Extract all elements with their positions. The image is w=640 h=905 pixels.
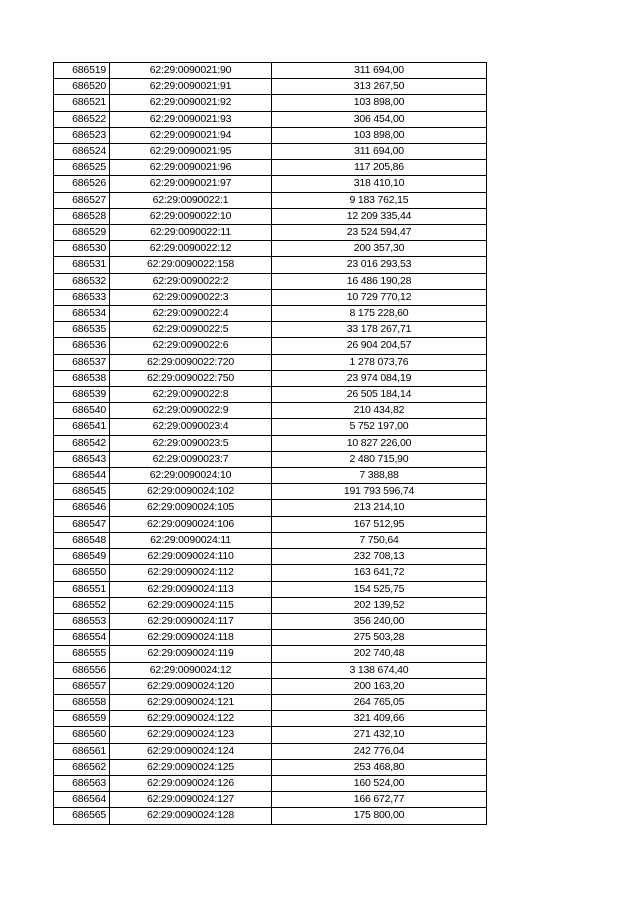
cadastral-value-cell: 23 524 594,47 — [272, 225, 487, 241]
row-id-cell: 686546 — [54, 500, 110, 516]
row-id-cell: 686548 — [54, 532, 110, 548]
cadastral-value-cell: 16 486 190,28 — [272, 273, 487, 289]
cadastral-value-cell: 9 183 762,15 — [272, 192, 487, 208]
cadastral-number-cell: 62:29:0090022:3 — [110, 289, 272, 305]
row-id-cell: 686521 — [54, 95, 110, 111]
row-id-cell: 686539 — [54, 387, 110, 403]
cadastral-number-cell: 62:29:0090023:5 — [110, 435, 272, 451]
table-row — [54, 549, 487, 565]
cadastral-value-cell: 166 672,77 — [272, 792, 487, 808]
table-row — [54, 144, 487, 160]
table-row — [54, 565, 487, 581]
cadastral-value-cell: 213 214,10 — [272, 500, 487, 516]
table-row — [54, 759, 487, 775]
row-id-cell: 686537 — [54, 354, 110, 370]
cadastral-number-cell: 62:29:0090024:105 — [110, 500, 272, 516]
cadastral-number-cell: 62:29:0090022:12 — [110, 241, 272, 257]
cadastral-number-cell: 62:29:0090024:106 — [110, 516, 272, 532]
cadastral-value-cell: 7 388,88 — [272, 468, 487, 484]
cadastral-value-cell: 160 524,00 — [272, 775, 487, 791]
table-row — [54, 225, 487, 241]
cadastral-number-cell: 62:29:0090022:10 — [110, 208, 272, 224]
table-row — [54, 127, 487, 143]
cadastral-value-cell: 7 750,64 — [272, 532, 487, 548]
cadastral-value-cell: 154 525,75 — [272, 581, 487, 597]
row-id-cell: 686529 — [54, 225, 110, 241]
row-id-cell: 686553 — [54, 613, 110, 629]
table-row — [54, 581, 487, 597]
row-id-cell: 686533 — [54, 289, 110, 305]
cadastral-number-cell: 62:29:0090024:10 — [110, 468, 272, 484]
cadastral-value-cell: 242 776,04 — [272, 743, 487, 759]
cadastral-value-cell: 271 432,10 — [272, 727, 487, 743]
table-row — [54, 711, 487, 727]
table-row — [54, 792, 487, 808]
table-row — [54, 257, 487, 273]
table-row — [54, 694, 487, 710]
cadastral-number-cell: 62:29:0090022:5 — [110, 322, 272, 338]
cadastral-value-cell: 103 898,00 — [272, 95, 487, 111]
row-id-cell: 686558 — [54, 694, 110, 710]
row-id-cell: 686520 — [54, 79, 110, 95]
row-id-cell: 686528 — [54, 208, 110, 224]
cadastral-number-cell: 62:29:0090022:11 — [110, 225, 272, 241]
row-id-cell: 686560 — [54, 727, 110, 743]
table-row — [54, 808, 487, 824]
cadastral-number-cell: 62:29:0090021:91 — [110, 79, 272, 95]
row-id-cell: 686564 — [54, 792, 110, 808]
cadastral-value-cell: 356 240,00 — [272, 613, 487, 629]
row-id-cell: 686543 — [54, 451, 110, 467]
cadastral-number-cell: 62:29:0090024:127 — [110, 792, 272, 808]
cadastral-value-cell: 191 793 596,74 — [272, 484, 487, 500]
cadastral-value-cell: 253 468,80 — [272, 759, 487, 775]
cadastral-value-cell: 103 898,00 — [272, 127, 487, 143]
cadastral-value-cell: 232 708,13 — [272, 549, 487, 565]
row-id-cell: 686519 — [54, 63, 110, 79]
cadastral-number-cell: 62:29:0090024:125 — [110, 759, 272, 775]
table-row — [54, 387, 487, 403]
row-id-cell: 686527 — [54, 192, 110, 208]
table-row — [54, 532, 487, 548]
row-id-cell: 686549 — [54, 549, 110, 565]
row-id-cell: 686526 — [54, 176, 110, 192]
cadastral-value-cell: 26 505 184,14 — [272, 387, 487, 403]
table-body — [54, 63, 487, 825]
cadastral-value-cell: 311 694,00 — [272, 63, 487, 79]
cadastral-number-cell: 62:29:0090022:2 — [110, 273, 272, 289]
row-id-cell: 686562 — [54, 759, 110, 775]
cadastral-value-cell: 311 694,00 — [272, 144, 487, 160]
cadastral-value-cell: 23 974 084,19 — [272, 370, 487, 386]
table-row — [54, 646, 487, 662]
cadastral-number-cell: 62:29:0090024:12 — [110, 662, 272, 678]
cadastral-number-cell: 62:29:0090022:720 — [110, 354, 272, 370]
cadastral-value-cell: 264 765,05 — [272, 694, 487, 710]
cadastral-value-cell: 33 178 267,71 — [272, 322, 487, 338]
table-row — [54, 306, 487, 322]
cadastral-number-cell: 62:29:0090024:128 — [110, 808, 272, 824]
cadastral-value-cell: 202 139,52 — [272, 597, 487, 613]
cadastral-value-table — [53, 62, 487, 825]
table-row — [54, 678, 487, 694]
cadastral-value-cell: 23 016 293,53 — [272, 257, 487, 273]
row-id-cell: 686554 — [54, 630, 110, 646]
table-row — [54, 451, 487, 467]
cadastral-value-cell: 200 357,30 — [272, 241, 487, 257]
table-row — [54, 435, 487, 451]
table-row — [54, 208, 487, 224]
cadastral-number-cell: 62:29:0090021:90 — [110, 63, 272, 79]
cadastral-number-cell: 62:29:0090024:121 — [110, 694, 272, 710]
table-row — [54, 743, 487, 759]
table-row — [54, 597, 487, 613]
row-id-cell: 686538 — [54, 370, 110, 386]
cadastral-value-cell: 275 503,28 — [272, 630, 487, 646]
row-id-cell: 686550 — [54, 565, 110, 581]
cadastral-value-cell: 163 641,72 — [272, 565, 487, 581]
row-id-cell: 686523 — [54, 127, 110, 143]
row-id-cell: 686547 — [54, 516, 110, 532]
cadastral-value-cell: 306 454,00 — [272, 111, 487, 127]
cadastral-number-cell: 62:29:0090022:158 — [110, 257, 272, 273]
table-row — [54, 79, 487, 95]
table-row — [54, 176, 487, 192]
row-id-cell: 686532 — [54, 273, 110, 289]
cadastral-number-cell: 62:29:0090024:112 — [110, 565, 272, 581]
row-id-cell: 686525 — [54, 160, 110, 176]
cadastral-number-cell: 62:29:0090024:117 — [110, 613, 272, 629]
cadastral-number-cell: 62:29:0090021:94 — [110, 127, 272, 143]
cadastral-number-cell: 62:29:0090024:115 — [110, 597, 272, 613]
cadastral-number-cell: 62:29:0090024:110 — [110, 549, 272, 565]
table-row — [54, 354, 487, 370]
table-row — [54, 370, 487, 386]
cadastral-number-cell: 62:29:0090023:7 — [110, 451, 272, 467]
row-id-cell: 686552 — [54, 597, 110, 613]
table-row — [54, 192, 487, 208]
cadastral-number-cell: 62:29:0090024:11 — [110, 532, 272, 548]
cadastral-number-cell: 62:29:0090024:102 — [110, 484, 272, 500]
row-id-cell: 686534 — [54, 306, 110, 322]
row-id-cell: 686556 — [54, 662, 110, 678]
cadastral-number-cell: 62:29:0090024:120 — [110, 678, 272, 694]
cadastral-value-cell: 202 740,48 — [272, 646, 487, 662]
cadastral-value-cell: 10 827 226,00 — [272, 435, 487, 451]
row-id-cell: 686545 — [54, 484, 110, 500]
cadastral-value-cell: 210 434,82 — [272, 403, 487, 419]
cadastral-value-cell: 12 209 335,44 — [272, 208, 487, 224]
row-id-cell: 686522 — [54, 111, 110, 127]
table-row — [54, 322, 487, 338]
table-row — [54, 241, 487, 257]
row-id-cell: 686540 — [54, 403, 110, 419]
table-row — [54, 613, 487, 629]
row-id-cell: 686561 — [54, 743, 110, 759]
table-row — [54, 338, 487, 354]
table-row — [54, 516, 487, 532]
row-id-cell: 686530 — [54, 241, 110, 257]
cadastral-number-cell: 62:29:0090022:4 — [110, 306, 272, 322]
table-row — [54, 403, 487, 419]
table-row — [54, 111, 487, 127]
table-row — [54, 160, 487, 176]
cadastral-number-cell: 62:29:0090022:6 — [110, 338, 272, 354]
cadastral-number-cell: 62:29:0090024:122 — [110, 711, 272, 727]
table-row — [54, 727, 487, 743]
row-id-cell: 686555 — [54, 646, 110, 662]
cadastral-number-cell: 62:29:0090024:123 — [110, 727, 272, 743]
cadastral-value-cell: 26 904 204,57 — [272, 338, 487, 354]
cadastral-number-cell: 62:29:0090024:118 — [110, 630, 272, 646]
row-id-cell: 686565 — [54, 808, 110, 824]
table-row — [54, 500, 487, 516]
table-row — [54, 289, 487, 305]
table-row — [54, 468, 487, 484]
cadastral-number-cell: 62:29:0090021:93 — [110, 111, 272, 127]
cadastral-value-cell: 318 410,10 — [272, 176, 487, 192]
cadastral-number-cell: 62:29:0090024:124 — [110, 743, 272, 759]
cadastral-value-cell: 8 175 228,60 — [272, 306, 487, 322]
cadastral-value-cell: 321 409,66 — [272, 711, 487, 727]
table-row — [54, 630, 487, 646]
cadastral-value-cell: 117 205,86 — [272, 160, 487, 176]
row-id-cell: 686544 — [54, 468, 110, 484]
row-id-cell: 686535 — [54, 322, 110, 338]
row-id-cell: 686563 — [54, 775, 110, 791]
row-id-cell: 686559 — [54, 711, 110, 727]
cadastral-number-cell: 62:29:0090022:9 — [110, 403, 272, 419]
cadastral-value-cell: 5 752 197,00 — [272, 419, 487, 435]
cadastral-value-cell: 1 278 073,76 — [272, 354, 487, 370]
cadastral-number-cell: 62:29:0090024:119 — [110, 646, 272, 662]
cadastral-number-cell: 62:29:0090022:1 — [110, 192, 272, 208]
row-id-cell: 686541 — [54, 419, 110, 435]
cadastral-value-cell: 313 267,50 — [272, 79, 487, 95]
row-id-cell: 686557 — [54, 678, 110, 694]
cadastral-number-cell: 62:29:0090024:113 — [110, 581, 272, 597]
cadastral-value-cell: 3 138 674,40 — [272, 662, 487, 678]
row-id-cell: 686542 — [54, 435, 110, 451]
table-row — [54, 775, 487, 791]
cadastral-number-cell: 62:29:0090023:4 — [110, 419, 272, 435]
row-id-cell: 686531 — [54, 257, 110, 273]
table-row — [54, 273, 487, 289]
row-id-cell: 686524 — [54, 144, 110, 160]
row-id-cell: 686551 — [54, 581, 110, 597]
table-row — [54, 95, 487, 111]
table-row — [54, 484, 487, 500]
cadastral-number-cell: 62:29:0090021:96 — [110, 160, 272, 176]
cadastral-value-cell: 167 512,95 — [272, 516, 487, 532]
cadastral-value-cell: 2 480 715,90 — [272, 451, 487, 467]
cadastral-number-cell: 62:29:0090021:92 — [110, 95, 272, 111]
table-row — [54, 662, 487, 678]
cadastral-number-cell: 62:29:0090022:8 — [110, 387, 272, 403]
cadastral-number-cell: 62:29:0090024:126 — [110, 775, 272, 791]
cadastral-number-cell: 62:29:0090021:95 — [110, 144, 272, 160]
table-row — [54, 419, 487, 435]
cadastral-number-cell: 62:29:0090021:97 — [110, 176, 272, 192]
cadastral-value-cell: 175 800,00 — [272, 808, 487, 824]
cadastral-value-cell: 200 163,20 — [272, 678, 487, 694]
row-id-cell: 686536 — [54, 338, 110, 354]
cadastral-number-cell: 62:29:0090022:750 — [110, 370, 272, 386]
cadastral-value-cell: 10 729 770,12 — [272, 289, 487, 305]
table-row — [54, 63, 487, 79]
